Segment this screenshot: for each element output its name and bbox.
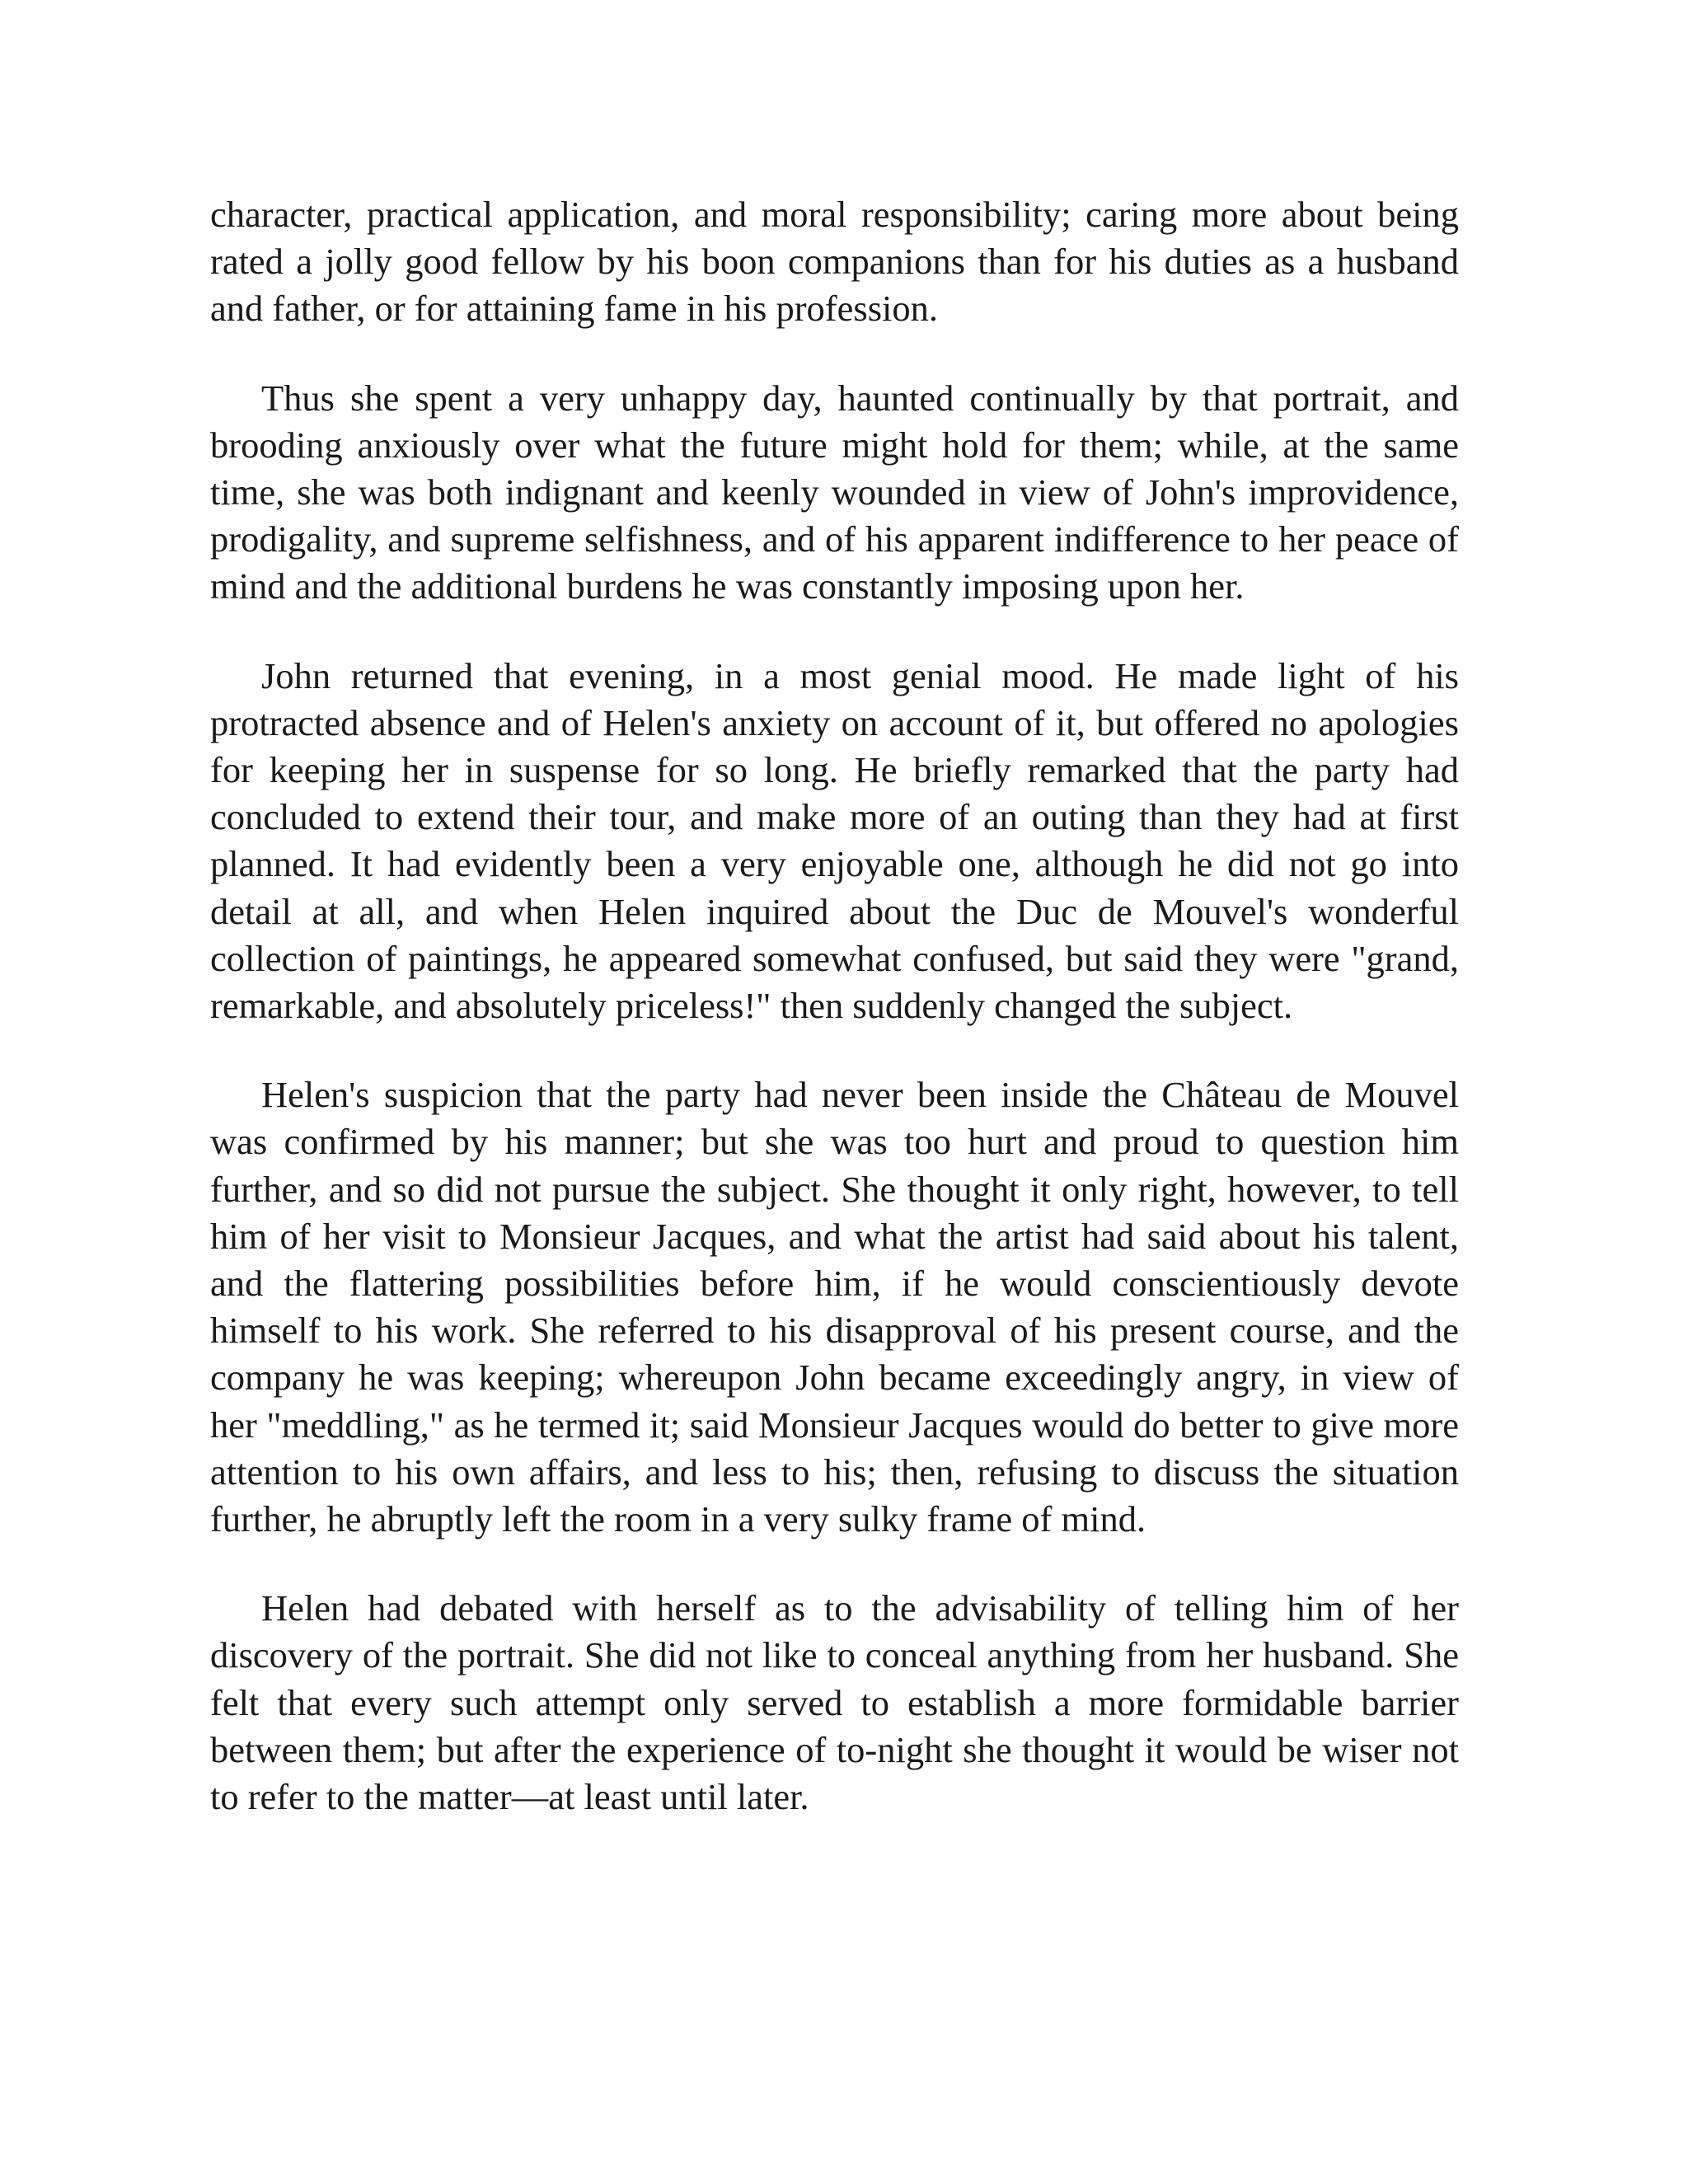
paragraph-continuation: character, practical application, and moral responsibility; caring more about being rated a jolly good fellow by his boon companions than for his duties as a husband and father, or for attaining fame in his profession.: [210, 194, 1459, 330]
paragraph-helens-suspicion: Helen's suspicion that the party had never been inside the Château de Mouvel was confirmed by his manner; but she was too hurt and proud to question him further, and so did not pursue the subject. She thought it only right, however, to tell him of her visit to Monsieur Jacques, and what the artist had said about his talent, and the flattering possibilities before him, if he would conscientiously devote himself to his work. She referred to his disapproval of his present course, and the company he was keeping; whereupon John became exceedingly angry, in view of her "meddling," as he termed it; said Monsieur Jacques would do better to give more attention to his own affairs, and less to his; then, refusing to discuss the situation further, he abruptly left the room in a very sulky frame of mind.: [210, 1074, 1459, 1540]
paragraph-debated-portrait: Helen had debated with herself as to the advisability of telling him of her discovery of the portrait. She did not like to conceal anything from her husband. She felt that every such attempt only served to establish a more formidable barrier between them; but after the experience of to-night she thought it would be wiser not to refer to the matter—at least until later.: [210, 1587, 1459, 1818]
paragraph-john-returned: John returned that evening, in a most genial mood. He made light of his protracted absence and of Helen's anxiety on account of it, but offered no apologies for keeping her in suspense for so long. He briefly remarked that the party had concluded to extend their tour, and make more of an outing than they had at first planned. It had evidently been a very enjoyable one, although he did not go into detail at all, and when Helen inquired about the Duc de Mouvel's wonderful collection of paintings, he appeared somewhat confused, but said they were "grand, remarkable, and absolutely priceless!" then suddenly changed the subject.: [210, 654, 1459, 1027]
paragraph-unhappy-day: Thus she spent a very unhappy day, haunted continually by that portrait, and brooding anxiously over what the future might hold for them; while, at the same time, she was both indignant and keenly wounded in view of John's improvidence, prodigality, and supreme selfishness, and of his apparent indifference to her peace of mind and the additional burdens he was constantly imposing upon her.: [210, 377, 1459, 607]
body-text: [210, 191, 1459, 1821]
